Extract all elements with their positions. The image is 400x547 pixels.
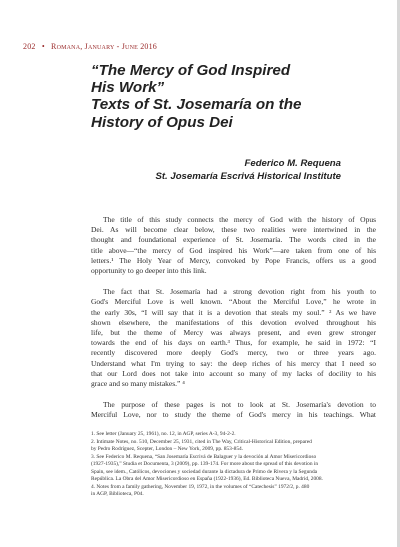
paragraph-line: Dei. As will become clear below, these two realities were intertwined in the: [91, 225, 376, 235]
body-paragraph: [91, 400, 376, 420]
paragraph-line: opportunity to go deeper into this link.: [91, 266, 207, 276]
article-body: [91, 215, 376, 432]
author-block: [155, 158, 341, 183]
paragraph-line: The title of this study connects the mercy of God with the history of Opus: [103, 215, 376, 224]
paragraph-line: letters.¹ The Holy Year of Mercy, convoked by Pope Francis, offers us a good: [91, 255, 376, 265]
paragraph-line: life, but the theme of Mercy was always present, and even grew stronger: [91, 328, 376, 338]
journal-name: Romana, January - June 2016: [51, 42, 157, 51]
title-line-2: His Work”: [91, 79, 165, 97]
paragraph-line: Understand what I'm trying to say: the deep riches of his mercy that I need so: [91, 358, 376, 368]
paragraph-line: recently discovered more deeply God's mercy, two or three years ago.: [91, 348, 376, 358]
footnotes: [91, 431, 376, 499]
body-paragraph: [91, 215, 376, 276]
title-line-1: “The Mercy of God Inspired: [91, 62, 291, 79]
paragraph-line: title above—“the mercy of God inspired his Work”—are taken from one of his: [91, 245, 376, 255]
title-line-3: Texts of St. Josemaría on the: [91, 96, 302, 114]
author-affiliation: St. Josemaría Escrivá Historical Institute: [155, 170, 341, 182]
paragraph-line: thought and foundational experience of St. Josemaría. The words cited in the: [91, 235, 376, 245]
footnote-line: by Pedro Rodríguez, Scepter, London – New York, 2009, pp. 853-854.: [91, 446, 244, 452]
paragraph-line: the early 30s, “I will say that it is a devotion that steals my soul.” ² As we have: [91, 307, 376, 317]
paragraph-line: shown elsewhere, the manifestations of this devotion evolved throughout his: [91, 317, 376, 327]
paragraph-line: The fact that St. Josemaría had a strong devotion right from his youth to: [103, 287, 376, 297]
footnote-line: 1. See letter (January 25, 1961), no. 12, in AGP, series A-3, 94-2-2.: [91, 431, 236, 437]
paragraph-line: God's Merciful Love is well known. “About the Merciful Love,” he wrote in: [91, 297, 376, 307]
author-name: Federico M. Requena: [244, 158, 341, 169]
footnote-line: Spain, see idem., Católicos, devociones y sociedad durante la dictadura de Primo de Rivera y la Segunda: [91, 468, 318, 475]
footnote-line: (1927-1935),” Studia et Documenta, 3 (2009), pp. 139-174. For more about the spread of this devotion in: [91, 461, 319, 467]
paragraph-line: The purpose of these pages is not to look at St. Josemaría's devotion to: [103, 400, 376, 410]
title-line-4: History of Opus Dei: [91, 113, 233, 131]
paragraph-line: Merciful Love, nor to study the theme of God's mercy in his teachings. What: [91, 410, 376, 420]
footnote-line: in AGP, Biblioteca, P04.: [91, 491, 144, 497]
running-header: [23, 42, 157, 51]
paragraph-line: that our Lord does not take into account so many of my lacks of docility to his: [91, 368, 376, 378]
footnote-line: 3. See Federico M. Requena, “San Josemaría Escrivá de Balaguer y la devoción al Amor Misericordioso: [91, 453, 317, 460]
footnote-line: 4. Notes from a family gathering, November 19, 1972, in the volumes of “Catechesis” 1972/2, p. 480: [91, 483, 310, 490]
footnote-line: República. La Obra del Amor Misericordioso en España (1922-1936), Ed. Biblioteca Nueva, Madrid, 2008.: [91, 476, 323, 482]
paragraph-line: towards the end of his days on earth.³ Thus, for example, he said in 1972: “I: [91, 338, 376, 348]
paragraph-line: grace and so many mistakes.” ⁴: [91, 379, 185, 389]
article-title: [91, 62, 381, 131]
footnote-line: 2. Intimate Notes, no. 510, December 25, 1931, cited in The Way, Critical-Historical Edition, prepared: [91, 438, 312, 445]
body-paragraph: [91, 287, 376, 389]
page-number: 202: [23, 42, 36, 51]
header-separator: •: [41, 42, 45, 51]
